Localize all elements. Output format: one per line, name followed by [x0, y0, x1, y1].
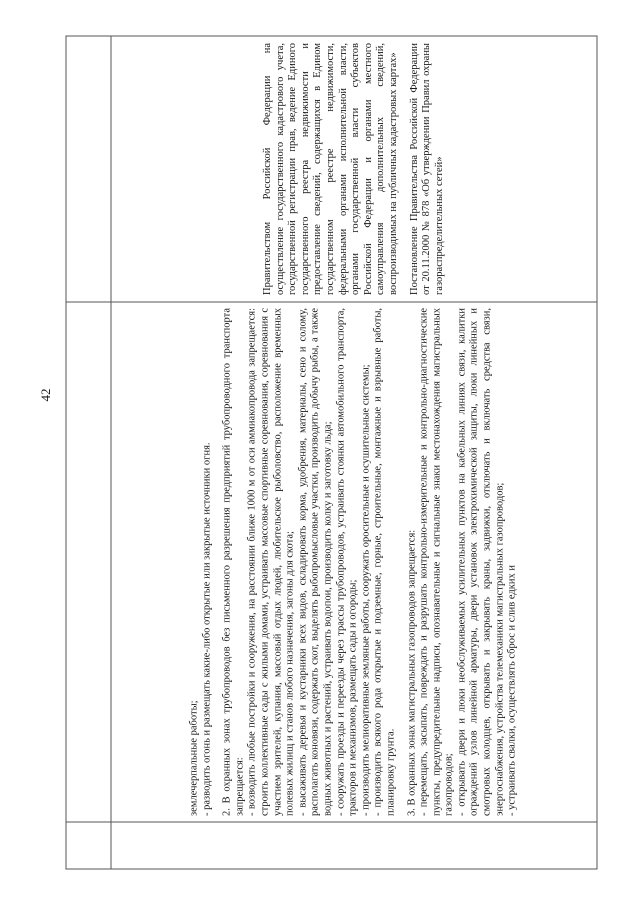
- right-paragraph-1: Правительством Российской Федерации на осуществление государственного кадастрового учета, государственной регистрации прав, ведение Единого государственного реестра недвижимости и предоставление сведений, содержащихся в Едином государственном реестре недвижимости, федеральными органами исполнительной власти, органами государственной власти субъектов Российской Федерации и органами местного самоуправления дополнительных сведений, воспроизводимых на публичных кадастровых картах»: [261, 43, 399, 295]
- middle-paragraph-4: 2. В охранных зонах трубопроводов без письменного разрешения предприятий трубопроводного транспорта запрещается:: [221, 308, 246, 816]
- right-column-cell: [111, 38, 597, 300]
- middle-paragraph-1: землечерпальные работы;: [188, 700, 200, 816]
- paragraph-gap: [398, 308, 406, 816]
- middle-column-text: [189, 308, 520, 816]
- middle-paragraph-11: 3. В охранных зонах магистральных газопроводов запрещается:: [406, 529, 418, 816]
- page-number: 42: [38, 388, 53, 402]
- right-paragraph-2: Постановление Правительства Российской Федерации от 20.11.2000 № 878 «Об утверждении Правил охраны газораспределительных сетей»: [408, 43, 445, 295]
- paragraph-gap: [400, 43, 408, 295]
- middle-paragraph-2: - разводить огонь и размещать какие-либо открытые или закрытые источники огня.: [201, 442, 213, 816]
- paragraph-gap: [214, 308, 222, 816]
- middle-paragraph-9: - производить всякого рода открытые и подземные, горные, строительные, монтажные и взрывные работы, планировку грунта.: [372, 308, 397, 816]
- middle-paragraph-8: - производить мелиоративные земляные работы, сооружать оросительные и осушительные системы;: [360, 364, 372, 816]
- middle-paragraph-12: - перемещать, засыпать, повреждать и разрушать контрольно-измерительные и контрольно-диагностические пункты, предупредительные надписи, опознавательные и сигнальные знаки местонахождения магистральных газопроводов;: [418, 308, 455, 816]
- middle-paragraph-6: - высаживать деревья и кустарники всех видов, складировать корма, удобрения, материалы, сено и солому, располагать коновязи, содержать скот, выделять рыбопромысловые участки, производить добычу рыбы, а также водных животных и растений, устраивать водопои, производить колку и заготовку льда;: [297, 308, 334, 816]
- middle-paragraph-7: - сооружать проезды и переезды через трассы трубопроводов, устраивать стоянки автомобильного транспорта, тракторов и механизмов, размещать сады и огороды;: [335, 308, 359, 816]
- right-column-text: [262, 43, 446, 295]
- middle-paragraph-5: - возводить любые постройки и сооружения, на расстоянии ближе 1000 м от оси аммиакопровода запрещается: строить коллективные сады с жилыми домами, устраивать массовые спортивные соревнования, соревнования с участием зрителей, купания, массовый отдых людей, любительское рыболовство, расположение временных полевых жилищ и станов любого назначения, загоны для скота;: [246, 308, 296, 816]
- middle-column-cell: [111, 304, 597, 820]
- middle-paragraph-13: - открывать двери и люки необслуживаемых усилительных пунктов на кабельных линиях связи, калитки ограждений узлов линейной арматуры, двери установок электрохимической защиты, люки линейных и смотровых колодцев, открывать и закрывать краны, задвижки, отключать и включать средства связи, энергоснабжения, устройства телемеханики магистральных газопроводов;: [456, 308, 506, 816]
- middle-paragraph-14: - устраивать свалки, осуществлять сброс и слив едких и: [506, 565, 518, 816]
